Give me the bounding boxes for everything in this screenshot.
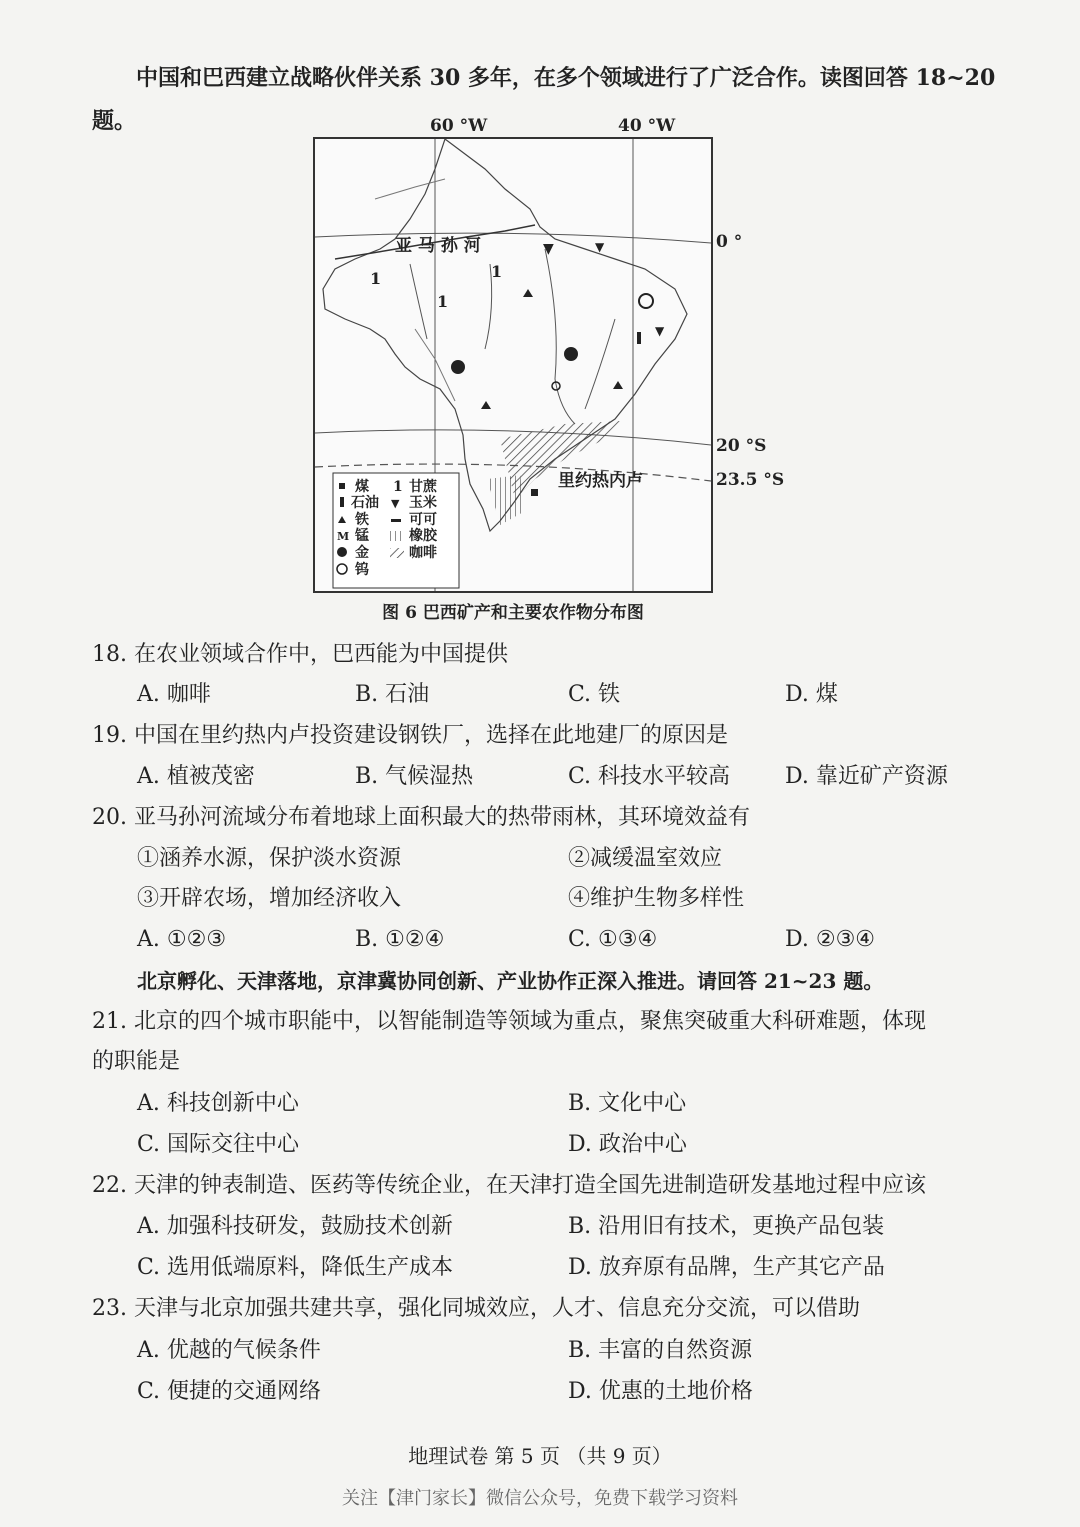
tropic-capricorn-label: 23.5 °S — [716, 470, 785, 490]
corn-symbol: ▼ — [543, 241, 554, 257]
latitude-20s-label: 20 °S — [716, 436, 767, 456]
rubber-region — [487, 475, 525, 525]
q20-statement-3: ③开辟农场，增加经济收入 — [137, 886, 402, 911]
svg-text:▼: ▼ — [391, 497, 400, 510]
q22-option-c[interactable]: C. 选用低端原料，降低生产成本 — [137, 1255, 454, 1280]
q23-option-a[interactable]: A. 优越的气候条件 — [137, 1338, 321, 1363]
iron-symbol — [481, 401, 491, 409]
brazil-map — [313, 137, 713, 593]
legend-manganese: 锰 — [355, 528, 369, 544]
watermark-text: 关注【津门家长】微信公众号，免费下载学习资料 — [342, 1488, 738, 1509]
sugarcane-symbol: 1 — [437, 292, 449, 311]
coal-symbol — [531, 489, 538, 496]
question-20: 20. 亚马孙河流域分布着地球上面积最大的热带雨林，其环境效益有 — [92, 805, 750, 830]
tungsten-symbol — [639, 294, 653, 308]
page-footer: 地理试卷 第 5 页 （共 9 页） — [408, 1444, 672, 1468]
intro-text-1: 中国和巴西建立战略伙伴关系 30 多年，在多个领域进行了广泛合作。读图回答 18~20 — [136, 65, 996, 91]
legend-cocoa: 可可 — [409, 512, 437, 528]
corn-symbol: ▼ — [655, 324, 665, 338]
q23-option-c[interactable]: C. 便捷的交通网络 — [137, 1379, 322, 1404]
question-21: 21. 北京的四个城市职能中，以智能制造等领域为重点，聚焦突破重大科研难题，体现 — [92, 1009, 926, 1034]
q19-option-d[interactable]: D. 靠近矿产资源 — [785, 764, 948, 789]
question-23: 23. 天津与北京加强共建共享，强化同城效应，人才、信息充分交流，可以借助 — [92, 1296, 860, 1321]
q20-statement-2: ②减缓温室效应 — [568, 846, 723, 871]
question-22: 22. 天津的钟表制造、医药等传统企业，在天津打造全国先进制造研发基地过程中应该 — [92, 1173, 926, 1198]
svg-text:M: M — [337, 530, 350, 543]
legend-sugarcane: 甘蔗 — [409, 479, 437, 495]
q18-option-c[interactable]: C. 铁 — [568, 682, 621, 707]
amazon-river-label: 亚 马 孙 河 — [395, 236, 481, 256]
question-21-cont: 的职能是 — [92, 1049, 181, 1074]
legend-iron: 铁 — [355, 512, 369, 528]
sugarcane-symbol: 1 — [370, 269, 382, 288]
brazil-map-svg — [315, 139, 711, 591]
q22-option-a[interactable]: A. 加强科技研发，鼓励技术创新 — [137, 1214, 453, 1239]
q22-option-b[interactable]: B. 沿用旧有技术，更换产品包装 — [568, 1214, 885, 1239]
iron-symbol — [523, 289, 533, 297]
map-caption: 图 6 巴西矿产和主要农作物分布图 — [382, 603, 644, 623]
longitude-40w-label: 40 °W — [618, 116, 676, 136]
q20-option-a[interactable]: A. ①②③ — [137, 927, 227, 952]
longitude-60w-label: 60 °W — [430, 116, 488, 136]
q20-statement-1: ①涵养水源，保护淡水资源 — [137, 846, 402, 871]
gold-symbol — [451, 360, 465, 374]
corn-symbol: ▼ — [595, 240, 605, 254]
q19-option-b[interactable]: B. 气候湿热 — [355, 764, 474, 789]
q21-option-a[interactable]: A. 科技创新中心 — [137, 1091, 299, 1116]
legend-coal: 煤 — [355, 479, 369, 495]
q20-option-c[interactable]: C. ①③④ — [568, 927, 658, 952]
q18-option-b[interactable]: B. 石油 — [355, 682, 430, 707]
q20-option-b[interactable]: B. ①②④ — [355, 927, 445, 952]
question-18: 18. 在农业领域合作中，巴西能为中国提供 — [92, 642, 508, 667]
legend-gold: 金 — [355, 545, 369, 561]
q22-option-d[interactable]: D. 放弃原有品牌，生产其它产品 — [568, 1255, 885, 1280]
q21-option-c[interactable]: C. 国际交往中心 — [137, 1132, 300, 1157]
gold-symbol — [564, 347, 578, 361]
legend-corn: 玉米 — [409, 495, 437, 511]
intro-text-2: 北京孵化、天津落地，京津冀协同创新、产业协作正深入推进。请回答 21~23 题。 — [137, 969, 884, 993]
q21-option-b[interactable]: B. 文化中心 — [568, 1091, 687, 1116]
sugarcane-symbol: 1 — [491, 262, 503, 281]
legend-oil: 石油 — [351, 495, 379, 511]
q20-option-d[interactable]: D. ②③④ — [785, 927, 876, 952]
svg-text:1: 1 — [393, 479, 403, 495]
intro-text-1-cont: 题。 — [92, 108, 137, 134]
legend-coffee: 咖啡 — [409, 545, 437, 561]
equator-line — [315, 233, 711, 243]
oil-symbol — [637, 332, 641, 344]
rio-label: 里约热内卢 — [558, 471, 643, 491]
q18-option-d[interactable]: D. 煤 — [785, 682, 838, 707]
iron-symbol — [613, 381, 623, 389]
legend-tungsten: 钨 — [355, 562, 369, 578]
q18-option-a[interactable]: A. 咖啡 — [137, 682, 211, 707]
q19-option-c[interactable]: C. 科技水平较高 — [568, 764, 731, 789]
q23-option-d[interactable]: D. 优惠的土地价格 — [568, 1379, 753, 1404]
q21-option-d[interactable]: D. 政治中心 — [568, 1132, 687, 1157]
equator-label: 0 ° — [716, 232, 743, 252]
q20-statement-4: ④维护生物多样性 — [568, 886, 745, 911]
q23-option-b[interactable]: B. 丰富的自然资源 — [568, 1338, 753, 1363]
question-19: 19. 中国在里约热内卢投资建设钢铁厂，选择在此地建厂的原因是 — [92, 723, 728, 748]
legend-rubber: 橡胶 — [409, 528, 437, 544]
q19-option-a[interactable]: A. 植被茂密 — [137, 764, 255, 789]
